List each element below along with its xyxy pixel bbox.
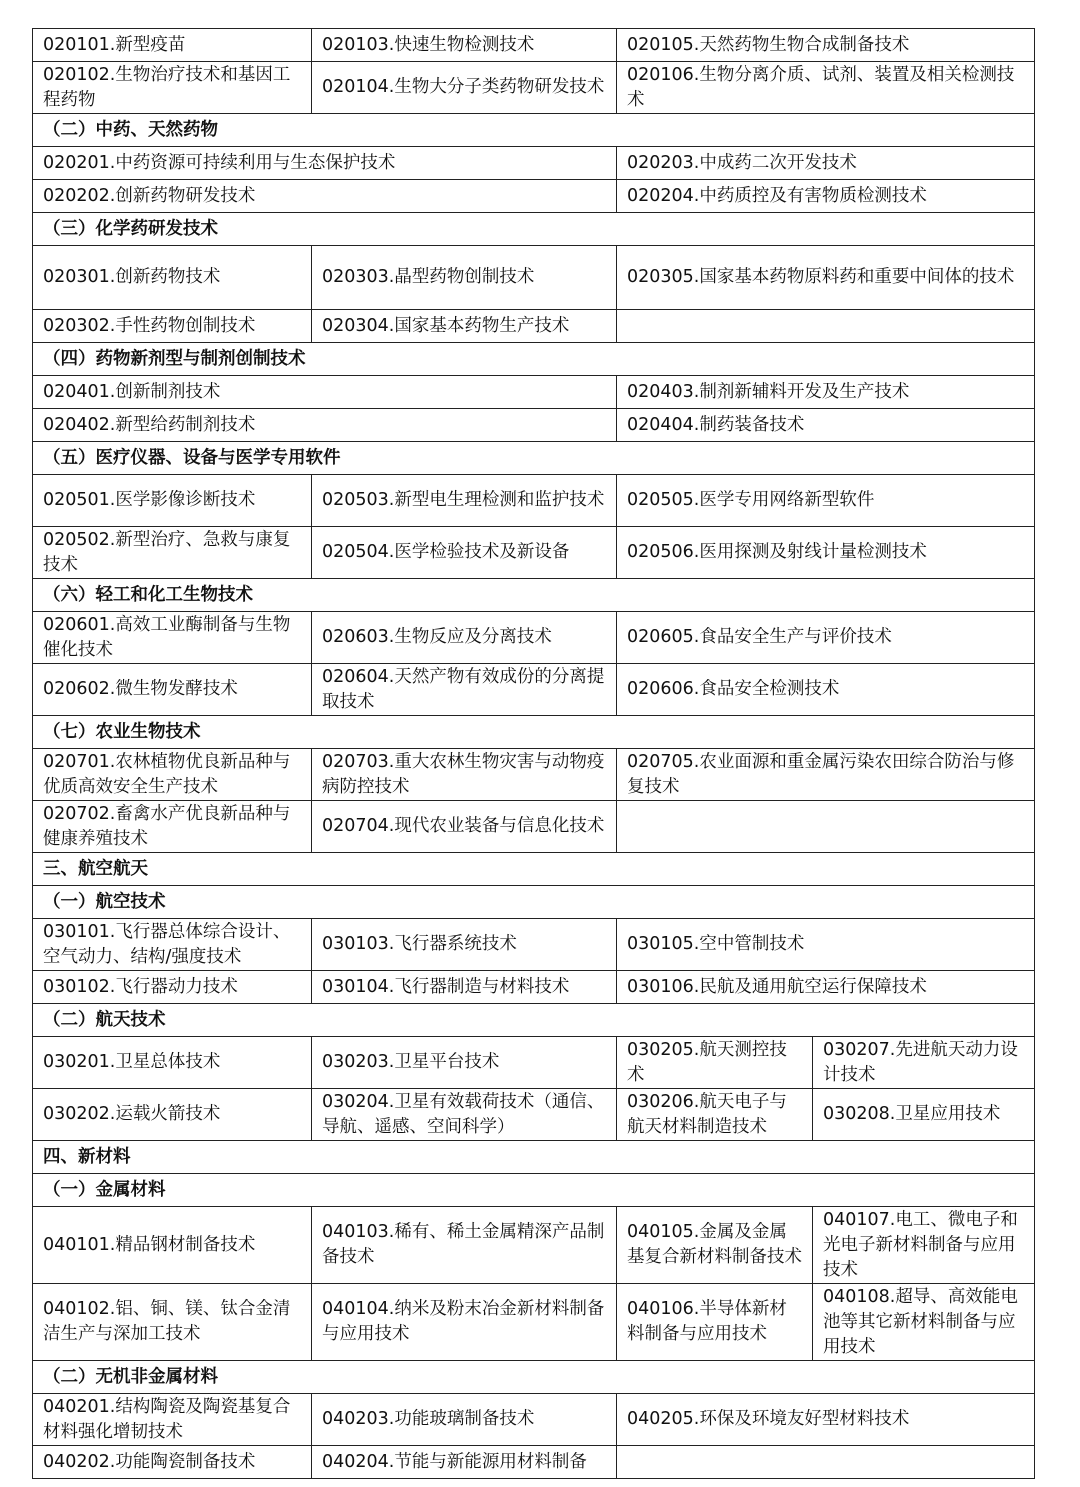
table-cell: 040204.节能与新能源用材料制备 — [312, 1446, 617, 1479]
table-cell: 030202.运载火箭技术 — [33, 1089, 312, 1141]
section-heading: （二）无机非金属材料 — [33, 1361, 1035, 1394]
section-heading: （一）航空技术 — [33, 886, 1035, 919]
table-row — [33, 664, 1035, 716]
table-cell: 020403.制剂新辅料开发及生产技术 — [617, 376, 1035, 409]
section-row — [33, 442, 1035, 475]
table-cell: 030206.航天电子与航天材料制造技术 — [617, 1089, 813, 1141]
section-row — [33, 716, 1035, 749]
table-cell: 020701.农林植物优良新品种与优质高效安全生产技术 — [33, 749, 312, 801]
table-cell: 020305.国家基本药物原料药和重要中间体的技术 — [617, 246, 1035, 310]
section-row — [33, 886, 1035, 919]
table-cell: 020105.天然药物生物合成制备技术 — [617, 29, 1035, 62]
section-heading: （四）药物新剂型与制剂创制技术 — [33, 343, 1035, 376]
empty-cell — [617, 310, 1035, 343]
table-row — [33, 376, 1035, 409]
table-cell: 020606.食品安全检测技术 — [617, 664, 1035, 716]
table-row — [33, 1207, 1035, 1284]
table-cell: 040104.纳米及粉末冶金新材料制备与应用技术 — [312, 1284, 617, 1361]
table-cell: 040107.电工、微电子和光电子新材料制备与应用技术 — [813, 1207, 1035, 1284]
tech-table-body — [33, 29, 1035, 1479]
table-cell: 040101.精品钢材制备技术 — [33, 1207, 312, 1284]
table-cell: 030104.飞行器制造与材料技术 — [312, 971, 617, 1004]
table-cell: 020605.食品安全生产与评价技术 — [617, 612, 1035, 664]
table-row — [33, 475, 1035, 527]
table-cell: 030103.飞行器系统技术 — [312, 919, 617, 971]
table-row — [33, 246, 1035, 310]
table-cell: 020402.新型给药制剂技术 — [33, 409, 617, 442]
table-cell: 030207.先进航天动力设计技术 — [813, 1037, 1035, 1089]
section-row — [33, 1361, 1035, 1394]
table-row — [33, 612, 1035, 664]
table-cell: 020203.中成药二次开发技术 — [617, 147, 1035, 180]
table-cell: 020304.国家基本药物生产技术 — [312, 310, 617, 343]
section-heading: （六）轻工和化工生物技术 — [33, 579, 1035, 612]
section-heading: （三）化学药研发技术 — [33, 213, 1035, 246]
table-cell: 020602.微生物发酵技术 — [33, 664, 312, 716]
table-cell: 040103.稀有、稀土金属精深产品制备技术 — [312, 1207, 617, 1284]
table-cell: 030205.航天测控技术 — [617, 1037, 813, 1089]
table-cell: 020404.制药装备技术 — [617, 409, 1035, 442]
table-row — [33, 749, 1035, 801]
section-row — [33, 1141, 1035, 1174]
section-row — [33, 114, 1035, 147]
section-heading: （七）农业生物技术 — [33, 716, 1035, 749]
table-row — [33, 919, 1035, 971]
section-row — [33, 853, 1035, 886]
table-row — [33, 1284, 1035, 1361]
table-cell: 040201.结构陶瓷及陶瓷基复合材料强化增韧技术 — [33, 1394, 312, 1446]
section-heading: 三、航空航天 — [33, 853, 1035, 886]
table-cell: 020504.医学检验技术及新设备 — [312, 527, 617, 579]
section-row — [33, 343, 1035, 376]
table-cell: 030101.飞行器总体综合设计、空气动力、结构/强度技术 — [33, 919, 312, 971]
table-cell: 020501.医学影像诊断技术 — [33, 475, 312, 527]
section-row — [33, 1004, 1035, 1037]
table-cell: 030201.卫星总体技术 — [33, 1037, 312, 1089]
section-heading: （二）航天技术 — [33, 1004, 1035, 1037]
table-cell: 020506.医用探测及射线计量检测技术 — [617, 527, 1035, 579]
table-cell: 020601.高效工业酶制备与生物催化技术 — [33, 612, 312, 664]
table-row — [33, 1089, 1035, 1141]
table-cell: 020603.生物反应及分离技术 — [312, 612, 617, 664]
table-cell: 020702.畜禽水产优良新品种与健康养殖技术 — [33, 801, 312, 853]
table-cell: 040102.铝、铜、镁、钛合金清洁生产与深加工技术 — [33, 1284, 312, 1361]
section-row — [33, 579, 1035, 612]
table-row — [33, 29, 1035, 62]
table-cell: 030208.卫星应用技术 — [813, 1089, 1035, 1141]
section-heading: （二）中药、天然药物 — [33, 114, 1035, 147]
table-row — [33, 409, 1035, 442]
table-cell: 030203.卫星平台技术 — [312, 1037, 617, 1089]
table-cell: 020303.晶型药物创制技术 — [312, 246, 617, 310]
table-cell: 030105.空中管制技术 — [617, 919, 1035, 971]
table-cell: 040105.金属及金属基复合新材料制备技术 — [617, 1207, 813, 1284]
table-cell: 020202.创新药物研发技术 — [33, 180, 617, 213]
table-cell: 020204.中药质控及有害物质检测技术 — [617, 180, 1035, 213]
empty-cell — [617, 801, 1035, 853]
table-cell: 020101.新型疫苗 — [33, 29, 312, 62]
table-row — [33, 971, 1035, 1004]
section-heading: 四、新材料 — [33, 1141, 1035, 1174]
table-cell: 020502.新型治疗、急救与康复技术 — [33, 527, 312, 579]
table-cell: 020503.新型电生理检测和监护技术 — [312, 475, 617, 527]
table-cell: 020104.生物大分子类药物研发技术 — [312, 62, 617, 114]
section-heading: （一）金属材料 — [33, 1174, 1035, 1207]
table-row — [33, 801, 1035, 853]
table-row — [33, 527, 1035, 579]
table-cell: 020201.中药资源可持续利用与生态保护技术 — [33, 147, 617, 180]
table-cell: 030106.民航及通用航空运行保障技术 — [617, 971, 1035, 1004]
table-row — [33, 1394, 1035, 1446]
table-row — [33, 310, 1035, 343]
table-row — [33, 1446, 1035, 1479]
table-row — [33, 1037, 1035, 1089]
table-cell: 020302.手性药物创制技术 — [33, 310, 312, 343]
table-cell: 020301.创新药物技术 — [33, 246, 312, 310]
table-cell: 020102.生物治疗技术和基因工程药物 — [33, 62, 312, 114]
table-cell: 040202.功能陶瓷制备技术 — [33, 1446, 312, 1479]
table-cell: 020705.农业面源和重金属污染农田综合防治与修复技术 — [617, 749, 1035, 801]
section-row — [33, 213, 1035, 246]
table-row — [33, 147, 1035, 180]
table-cell: 020704.现代农业装备与信息化技术 — [312, 801, 617, 853]
table-cell: 030102.飞行器动力技术 — [33, 971, 312, 1004]
table-cell: 020604.天然产物有效成份的分离提取技术 — [312, 664, 617, 716]
table-cell: 030204.卫星有效载荷技术（通信、导航、遥感、空间科学） — [312, 1089, 617, 1141]
table-row — [33, 62, 1035, 114]
table-cell: 020703.重大农林生物灾害与动物疫病防控技术 — [312, 749, 617, 801]
empty-cell — [617, 1446, 1035, 1479]
table-cell: 020505.医学专用网络新型软件 — [617, 475, 1035, 527]
table-cell: 040203.功能玻璃制备技术 — [312, 1394, 617, 1446]
table-cell: 040106.半导体新材料制备与应用技术 — [617, 1284, 813, 1361]
section-row — [33, 1174, 1035, 1207]
section-heading: （五）医疗仪器、设备与医学专用软件 — [33, 442, 1035, 475]
table-cell: 040205.环保及环境友好型材料技术 — [617, 1394, 1035, 1446]
table-cell: 020401.创新制剂技术 — [33, 376, 617, 409]
table-cell: 040108.超导、高效能电池等其它新材料制备与应用技术 — [813, 1284, 1035, 1361]
tech-table — [32, 28, 1035, 1479]
table-cell: 020103.快速生物检测技术 — [312, 29, 617, 62]
table-row — [33, 180, 1035, 213]
table-cell: 020106.生物分离介质、试剂、装置及相关检测技术 — [617, 62, 1035, 114]
